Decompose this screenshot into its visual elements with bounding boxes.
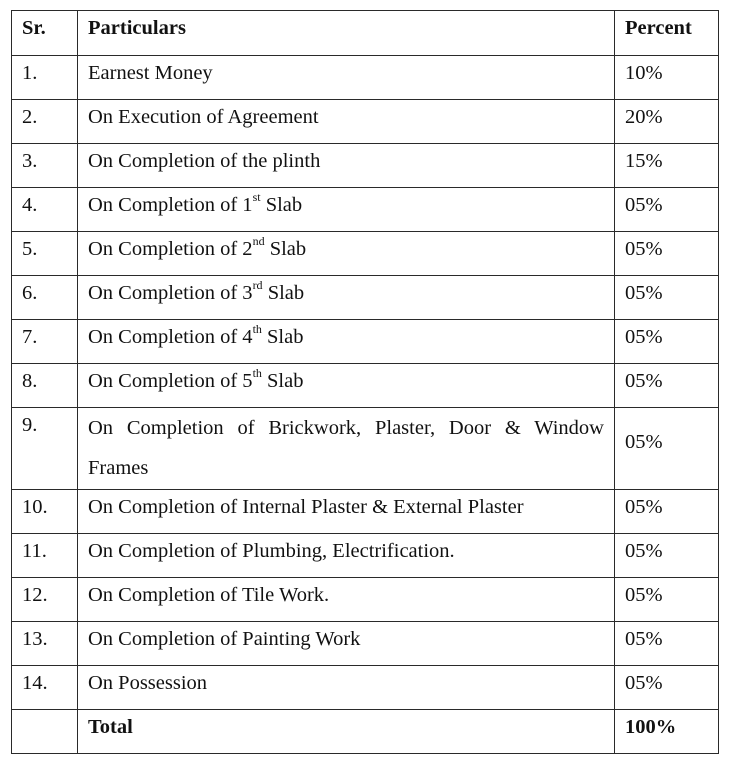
row-sr: 11. (12, 534, 78, 578)
payment-schedule (11, 10, 718, 754)
row-percent: 05% (615, 534, 719, 578)
row-percent: 05% (615, 364, 719, 408)
row-particulars (78, 188, 615, 232)
ordinal-suffix: st (252, 190, 261, 205)
table-row (12, 534, 719, 578)
row-percent: 05% (615, 490, 719, 534)
table-total-row (12, 710, 719, 754)
row-particulars (78, 364, 615, 408)
header-particulars: Particulars (78, 11, 615, 56)
table-row (12, 100, 719, 144)
row-particulars: On Completion of Tile Work. (78, 578, 615, 622)
table-row (12, 666, 719, 710)
table-row (12, 276, 719, 320)
row-sr: 7. (12, 320, 78, 364)
total-percent: 100% (615, 710, 719, 754)
ordinal-suffix: th (252, 322, 262, 337)
row-percent: 10% (615, 56, 719, 100)
table-row (12, 56, 719, 100)
row-particulars: On Possession (78, 666, 615, 710)
row-particulars: On Completion of Plumbing, Electrification. (78, 534, 615, 578)
row-percent: 20% (615, 100, 719, 144)
ordinal-suffix: nd (252, 234, 265, 249)
row-particulars: On Completion of the plinth (78, 144, 615, 188)
header-sr: Sr. (12, 11, 78, 56)
row-sr: 3. (12, 144, 78, 188)
table-row (12, 320, 719, 364)
row-percent: 05% (615, 622, 719, 666)
row-particulars (78, 276, 615, 320)
table-row (12, 364, 719, 408)
row-sr: 10. (12, 490, 78, 534)
particulars-text-tail: Slab (262, 282, 305, 304)
row-sr: 9. (12, 408, 78, 490)
total-label: Total (78, 710, 615, 754)
particulars-text: On Completion of 5 (88, 370, 253, 392)
row-sr: 1. (12, 56, 78, 100)
table-row (12, 408, 719, 490)
row-sr: 14. (12, 666, 78, 710)
row-particulars: On Completion of Painting Work (78, 622, 615, 666)
particulars-text: On Completion of 4 (88, 326, 253, 348)
ordinal-suffix: th (252, 366, 262, 381)
payment-schedule-table (11, 10, 719, 754)
particulars-text: On Completion of 2 (88, 238, 253, 260)
table-row (12, 144, 719, 188)
particulars-text-tail: Slab (260, 194, 303, 216)
table-row (12, 622, 719, 666)
row-percent: 05% (615, 232, 719, 276)
row-particulars (78, 320, 615, 364)
row-particulars: Earnest Money (78, 56, 615, 100)
row-particulars: On Execution of Agreement (78, 100, 615, 144)
particulars-text: On Completion of 3 (88, 282, 253, 304)
row-sr: 5. (12, 232, 78, 276)
particulars-text-tail: Slab (261, 326, 304, 348)
row-percent: 05% (615, 408, 719, 490)
row-particulars: On Completion of Brickwork, Plaster, Door & Window Frames (78, 408, 615, 490)
table-row (12, 188, 719, 232)
particulars-text-tail: Slab (264, 238, 307, 260)
particulars-text-tail: Slab (261, 370, 304, 392)
header-percent: Percent (615, 11, 719, 56)
row-percent: 05% (615, 188, 719, 232)
row-particulars: On Completion of Internal Plaster & External Plaster (78, 490, 615, 534)
table-row (12, 578, 719, 622)
row-percent: 05% (615, 578, 719, 622)
row-percent: 05% (615, 320, 719, 364)
table-header-row (12, 11, 719, 56)
row-sr: 2. (12, 100, 78, 144)
row-sr: 6. (12, 276, 78, 320)
table-row (12, 232, 719, 276)
ordinal-suffix: rd (252, 278, 263, 293)
row-sr: 8. (12, 364, 78, 408)
row-percent: 15% (615, 144, 719, 188)
total-sr (12, 710, 78, 754)
row-sr: 12. (12, 578, 78, 622)
particulars-text: On Completion of 1 (88, 194, 253, 216)
row-sr: 13. (12, 622, 78, 666)
row-particulars (78, 232, 615, 276)
row-percent: 05% (615, 276, 719, 320)
table-row (12, 490, 719, 534)
row-sr: 4. (12, 188, 78, 232)
row-percent: 05% (615, 666, 719, 710)
